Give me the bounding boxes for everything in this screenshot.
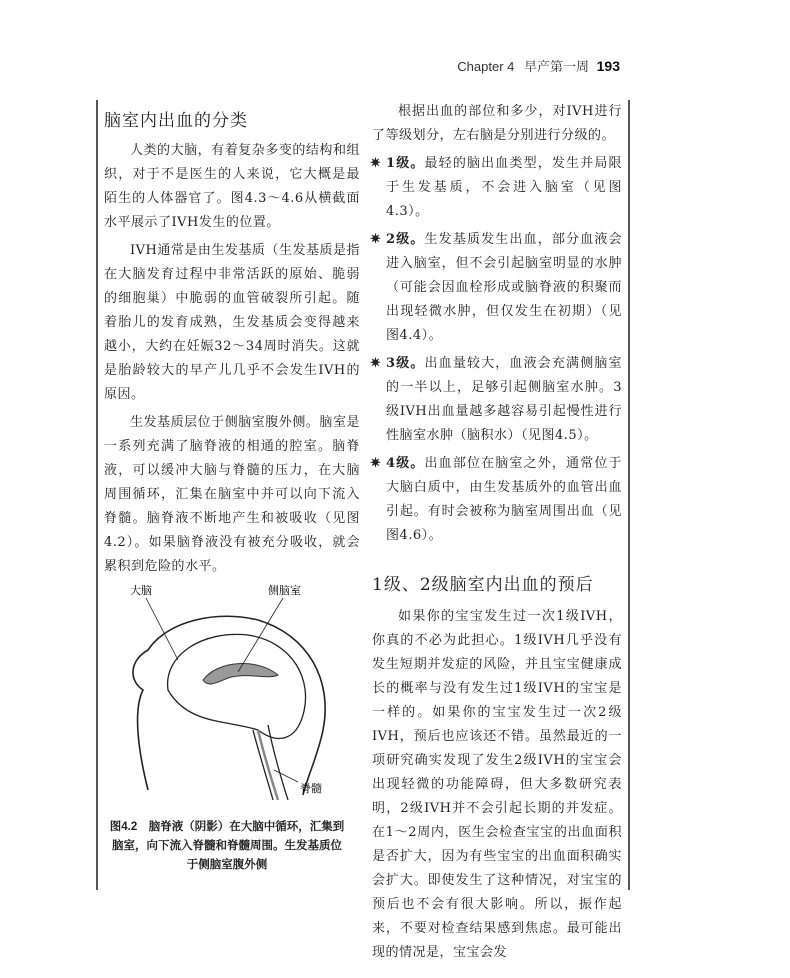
figure-caption: 图4.2 脑脊液（阴影）在大脑中循环，汇集到脑室，向下流入脊髓和脊髓周围。生发基质位于侧脑室腹外侧 <box>109 821 345 871</box>
brain-illustration <box>108 580 356 800</box>
spinal-cord <box>253 730 273 800</box>
paragraph: 人类的大脑，有着复杂多变的结构和组织，对于不是医生的人来说，它大概是最陌生的人体器官了。图4.3～4.6从横截面水平展示了IVH发生的位置。 <box>104 143 360 230</box>
page-number: 193 <box>596 58 620 74</box>
chapter-title: 早产第一周 <box>524 59 590 74</box>
csf-channel <box>258 730 278 800</box>
grade-2-item <box>372 228 622 348</box>
label-brain: 大脑 <box>130 584 152 597</box>
grade-1-item <box>372 152 622 224</box>
grade-4-item <box>372 452 622 548</box>
bullet-star-icon: ✷ <box>370 356 382 371</box>
grade-text: 出血量较大，血液会充满侧脑室的一半以上，足够引起侧脑室水肿。3级IVH出血量越多越容易引起慢性进行性脑室水肿（脑积水）（见图4.5）。 <box>386 356 622 443</box>
label-ventricle: 侧脑室 <box>268 584 301 597</box>
head-outline <box>133 616 325 795</box>
grade-label: 1级。 <box>386 156 425 171</box>
label-spine: 脊髓 <box>300 782 322 795</box>
paragraph: 生发基质层位于侧脑室腹外侧。脑室是一系列充满了脑脊液的相通的腔室。脑脊液，可以缓冲大脑与脊髓的压力，在大脑周围循环，汇集在脑室中并可以向下流入脊髓。脑脊液不断地产生和被吸收（见图4.2）。如果脑脊液没有被充分吸收，就会累积到危险的水平。 <box>104 415 360 574</box>
grade-text: 出血部位在脑室之外，通常位于大脑白质中，由生发基质外的血管出血引起。有时会被称为脑室周围出血（见图4.6）。 <box>386 456 622 543</box>
left-column <box>96 100 360 890</box>
bullet-star-icon: ✷ <box>370 156 382 171</box>
chapter-label: Chapter 4 <box>457 59 515 74</box>
bullet-star-icon: ✷ <box>370 232 382 247</box>
grade-label: 4级。 <box>386 456 425 471</box>
grade-text: 最轻的脑出血类型，发生并局限于生发基质，不会进入脑室（见图4.3）。 <box>386 156 622 219</box>
bullet-star-icon: ✷ <box>370 456 382 471</box>
section-heading-prognosis: 1级、2级脑室内出血的预后 <box>372 575 594 595</box>
running-header <box>457 56 620 75</box>
ventricle-shading <box>203 664 278 684</box>
section-heading-ivh-classification: 脑室内出血的分类 <box>104 111 248 131</box>
spinal-cord-outer <box>268 725 288 800</box>
grade-3-item <box>372 352 622 448</box>
right-column <box>370 100 630 960</box>
paragraph: IVH通常是由生发基质（生发基质是指在大脑发育过程中非常活跃的原始、脆弱的细胞巢）中脆弱的血管破裂所引起。随着胎儿的发育成熟，生发基质会变得越来越小，大约在妊娠32～34周时消失。这就是胎龄较大的早产儿几乎不会发生IVH的原因。 <box>104 243 360 402</box>
brain-outline <box>168 634 306 738</box>
intro-paragraph: 根据出血的部位和多少，对IVH进行了等级划分，左右脑是分别进行分级的。 <box>372 104 622 143</box>
grade-label: 2级。 <box>386 232 425 247</box>
grade-label: 3级。 <box>386 356 425 371</box>
figure-4-2 <box>108 580 356 800</box>
grade-text: 生发基质发生出血，部分血液会进入脑室，但不会引起脑室明显的水肿（可能会因血栓形成或脑脊液的积聚而出现轻微水肿，但仅发生在初期）（见图4.4）。 <box>386 232 622 343</box>
leader-line-spine <box>274 770 298 782</box>
prognosis-paragraph: 如果你的宝宝发生过一次1级IVH，你真的不必为此担心。1级IVH几乎没有发生短期并发症的风险，并且宝宝健康成长的概率与没有发生过1级IVH的宝宝是一样的。如果你的宝宝发生过一次2级IVH，预后也应该还不错。虽然最近的一项研究确实发现了发生2级IVH的宝宝会出现轻微的功能障碍，但大多数研究表明，2级IVH并不会引起长期的并发症。在1～2周内，医生会检查宝宝的出血面积是否扩大，因为有些宝宝的出血面积确实会扩大。即使发生了这种情况，对宝宝的预后也不会有很大影响。所以，振作起来，不要对检查结果感到焦虑。最可能出现的情况是，宝宝会发 <box>372 609 622 960</box>
